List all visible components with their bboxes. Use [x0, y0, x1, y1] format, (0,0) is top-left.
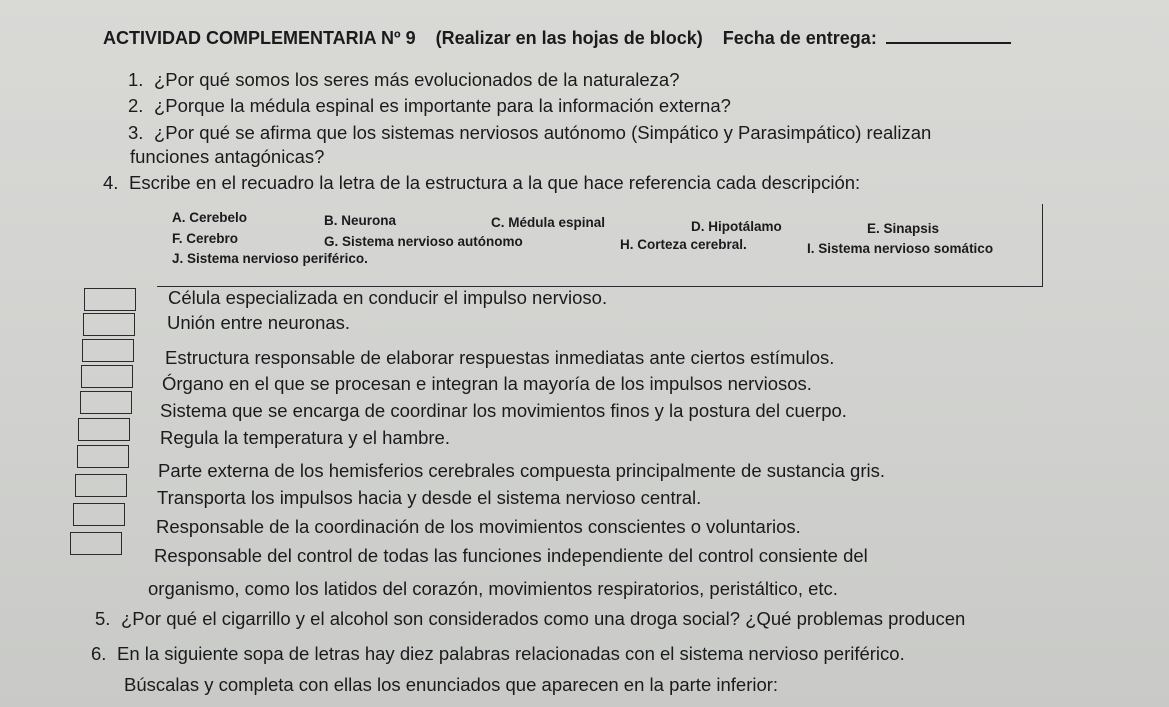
question-text: ¿Por qué somos los seres más evolucionados de la naturaleza?	[154, 69, 680, 90]
question-5	[95, 608, 965, 630]
question-text: ¿Porque la médula espinal es importante para la información externa?	[154, 95, 731, 116]
option-c: C. Médula espinal	[491, 215, 606, 230]
description-1: Célula especializada en conducir el impulso nervioso.	[168, 287, 608, 308]
option-h: H. Corteza cerebral.	[620, 237, 747, 252]
description-4: Órgano en el que se procesan e integran la mayoría de los impulsos nerviosos.	[162, 373, 812, 394]
question-6-continuation: Búscalas y completa con ellas los enunciados que aparecen en la parte inferior:	[124, 674, 779, 695]
option-d: D. Hipotálamo	[691, 219, 782, 234]
answer-box-8[interactable]	[75, 474, 127, 497]
answer-box-1[interactable]	[84, 288, 136, 311]
due-date-label: Fecha de entrega:	[722, 28, 877, 48]
description-8: Transporta los impulsos hacia y desde el sistema nervioso central.	[157, 487, 702, 508]
question-number: 4.	[103, 172, 119, 193]
worksheet-header	[103, 26, 1103, 49]
description-7: Parte externa de los hemisferios cerebrales compuesta principalmente de sustancia gris.	[158, 460, 886, 481]
question-2	[128, 95, 731, 117]
option-e: E. Sinapsis	[867, 221, 940, 236]
answer-box-6[interactable]	[78, 418, 130, 441]
due-date-blank	[886, 26, 1011, 44]
question-3	[128, 122, 931, 144]
answer-box-2[interactable]	[83, 313, 135, 336]
question-number: 5.	[95, 608, 111, 629]
question-number: 2.	[128, 95, 144, 116]
option-b: B. Neurona	[324, 213, 397, 228]
question-number: 6.	[91, 643, 107, 664]
question-text: Escribe en el recuadro la letra de la estructura a la que hace referencia cada descripción:	[129, 172, 861, 193]
worksheet-instruction: (Realizar en las hojas de block)	[435, 28, 703, 48]
question-6	[91, 643, 905, 665]
description-10-continuation: organismo, como los latidos del corazón, movimientos respiratorios, peristáltico, etc.	[148, 578, 838, 599]
question-number: 3.	[128, 122, 144, 143]
question-text: ¿Por qué se afirma que los sistemas nerviosos autónomo (Simpático y Parasimpático) realizan	[154, 122, 932, 143]
worksheet-title: ACTIVIDAD COMPLEMENTARIA Nº 9	[103, 28, 416, 48]
answer-box-4[interactable]	[81, 365, 133, 388]
question-text: En la siguiente sopa de letras hay diez palabras relacionadas con el sistema nervioso periférico.	[117, 643, 905, 664]
option-a: A. Cerebelo	[172, 210, 248, 225]
description-10: Responsable del control de todas las funciones independiente del control consiente del	[154, 545, 868, 566]
question-3-continuation: funciones antagónicas?	[130, 146, 325, 167]
description-2: Unión entre neuronas.	[167, 312, 351, 333]
question-4	[103, 172, 860, 194]
option-g: G. Sistema nervioso autónomo	[324, 234, 523, 249]
structure-options-box	[157, 204, 1043, 287]
description-6: Regula la temperatura y el hambre.	[160, 427, 450, 448]
answer-box-9[interactable]	[73, 503, 125, 526]
option-i: I. Sistema nervioso somático	[807, 241, 994, 256]
option-f: F. Cerebro	[172, 231, 239, 246]
description-5: Sistema que se encarga de coordinar los movimientos finos y la postura del cuerpo.	[160, 400, 847, 421]
description-9: Responsable de la coordinación de los movimientos conscientes o voluntarios.	[156, 516, 801, 537]
question-number: 1.	[128, 69, 144, 90]
answer-box-7[interactable]	[77, 445, 129, 468]
description-3: Estructura responsable de elaborar respuestas inmediatas ante ciertos estímulos.	[165, 347, 835, 368]
answer-box-3[interactable]	[82, 339, 134, 362]
question-1	[128, 69, 679, 91]
option-j: J. Sistema nervioso periférico.	[172, 251, 368, 266]
answer-box-10[interactable]	[70, 532, 122, 555]
answer-box-5[interactable]	[80, 391, 132, 414]
question-text: ¿Por qué el cigarrillo y el alcohol son considerados como una droga social? ¿Qué problemas producen	[121, 608, 966, 629]
